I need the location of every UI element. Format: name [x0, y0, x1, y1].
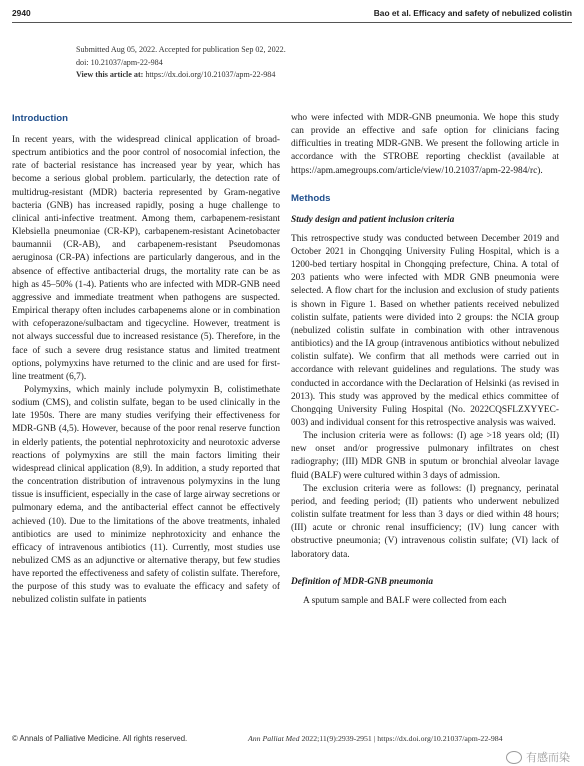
view-article-label: View this article at:	[76, 70, 144, 80]
journal-citation	[248, 734, 503, 743]
definition-paragraph: A sputum sample and BALF were collected from each	[303, 595, 507, 606]
page-header	[12, 8, 572, 20]
watermark	[506, 749, 570, 765]
inclusion-criteria-paragraph: The inclusion criteria were as follows: (I) age >18 years old; (II) new onset and/or progressive pulmonary infiltrates on chest radiography; (III) MDR GNB in sputum or bronchial alveolar lavage fluid (BALF) were cultured within 3 days of admission.	[291, 431, 559, 481]
doi-line: doi: 10.21037/apm-22-984	[76, 57, 163, 67]
running-title: Bao et al. Efficacy and safety of nebulized colistin	[373, 8, 572, 18]
submission-info	[76, 44, 286, 82]
left-column	[12, 112, 280, 608]
right-column	[291, 112, 559, 608]
journal-name: Ann Palliat Med	[248, 734, 300, 743]
citation-details: 2022;11(9):2939-2951 | https://dx.doi.org/10.21037/apm-22-984	[299, 734, 503, 743]
header-rule	[12, 22, 572, 23]
introduction-heading: Introduction	[12, 113, 68, 124]
view-article-line	[76, 69, 286, 82]
page-number: 2940	[12, 8, 31, 18]
methods-heading: Methods	[291, 192, 331, 204]
introduction-paragraph-2: Polymyxins, which mainly include polymyxin B, colistimethate sodium (CMS), and colistin sulfate, began to be used clinically in the late 1950s. There are many studies verifying their effectiveness for MDR-GNB (4,5). However, because of the poor renal reserve function in elderly patients, the potential nephrotoxicity and neurotoxic adverse reactions of polymyxins are still the main factors limiting their widespread clinical application (8,9). In addition, a study reported that the concentration distribution of intravenous polymyxins in the lung tissue is insufficient, especially in the case of large airway secretions or pulmonary edema, and the antibacterial effect cannot be effectively achieved (10). Due to the limitations of the above treatments, inhaled antibiotics are used to minimize nephrotoxicity and enhance the efficacy of intravenous antibiotics (11). Currently, most studies use nebulized CMS as an adjunctive or alternative therapy, but few studies have reported the effectiveness and safety of colistin sulfate. Therefore, the purpose of this study was to evaluate the efficacy and safety of nebulized colistin sulfate in patients	[12, 384, 280, 606]
submission-dates: Submitted Aug 05, 2022. Accepted for publication Sep 02, 2022.	[76, 45, 286, 54]
watermark-text: 有感而染	[526, 751, 570, 764]
view-article-link[interactable]: https://dx.doi.org/10.21037/apm-22-984	[143, 70, 276, 80]
wechat-icon	[506, 751, 522, 764]
exclusion-criteria-paragraph: The exclusion criteria were as follows: (I) pregnancy, perinatal period, and feeding period; (II) patients who underwent nebulized colistin sulfate treatment for less than 3 days or died within 48 hours; (III) acute or chronic renal insufficiency; (IV) lung cancer with obstructive pneumonia; (V) intravenous colistin sulfate; (VI) lack of laboratory data.	[291, 483, 559, 560]
copyright-notice: © Annals of Palliative Medicine. All rights reserved.	[12, 734, 188, 743]
study-design-subheading: Study design and patient inclusion criteria	[291, 214, 455, 225]
definition-subheading: Definition of MDR-GNB pneumonia	[291, 576, 433, 587]
introduction-paragraph-1: In recent years, with the widespread clinical application of broad-spectrum antibiotics and the poor control of nosocomial infection, the rate of bacterial resistance has increased year by year, which has become a serious global problem. particularly, the detection rate of multidrug-resistant (MDR) bacteria represented by Gram-negative bacteria (GNB) has increased rapidly, posing a huge challenge to clinical anti-infective treatment. Among them, carbapenem-resistant Klebsiella pneumoniae (CR-KP), carbapenem-resistant Acinetobacter baumannii (CR-AB), and carbapenem-resistant Pseudomonas aeruginosa (CR-PA) infections are particularly dangerous, and in the absence of effective antibacterial drugs, the mortality rate can be as high as 45–50% (1-4). Patients who are infected with MDR-GNB need aggressive and immediate treatment when pathogens are suspected. Empirical therapy often includes carbapenems alone or in combination with cefoperazone/sulbactam and tigecycline. However, treatment is not always successful due to increased resistance (5). Therefore, in the face of such a severe drug resistance status and limited treatment options, polymyxins have returned to the clinic and are used for first-line treatment (6,7).	[12, 135, 280, 382]
introduction-paragraph-3: who were infected with MDR-GNB pneumonia. We hope this study can provide an effective and safe option for clinicians facing difficulties in treating MDR-GNB. We present the following article in accordance with the STROBE reporting checklist (available at https://apm.amegroups.com/article/view/10.21037/apm-22-984/rc).	[291, 113, 559, 176]
methods-paragraph-1: This retrospective study was conducted between December 2019 and October 2021 in Chongqing University Fuling Hospital, which is a 1200-bed tertiary hospital in Chongqing prefecture, China. A total of 203 patients who were infected with MDR GNB pneumonia were selected. A flow chart for the inclusion and exclusion of study patients is shown in Figure 1. Based on whether patients received nebulized colistin sulfate, patients were divided into 2 groups: the NCIA group (nebulized colistin sulfate in combination with other intravenous antibiotics) and the IA group (intravenous antibiotics without nebulized colistin sulfate). We confirm that all methods were carried out in accordance with relevant guidelines and regulations. The study was conducted in accordance with the Declaration of Helsinki (as revised in 2013). This study was approved by the medical ethics committee of Chongqing University Fuling Hospital (No. 2022CQSFLZXYYEC-003) and individual consent for this retrospective analysis was waived.	[291, 233, 559, 428]
